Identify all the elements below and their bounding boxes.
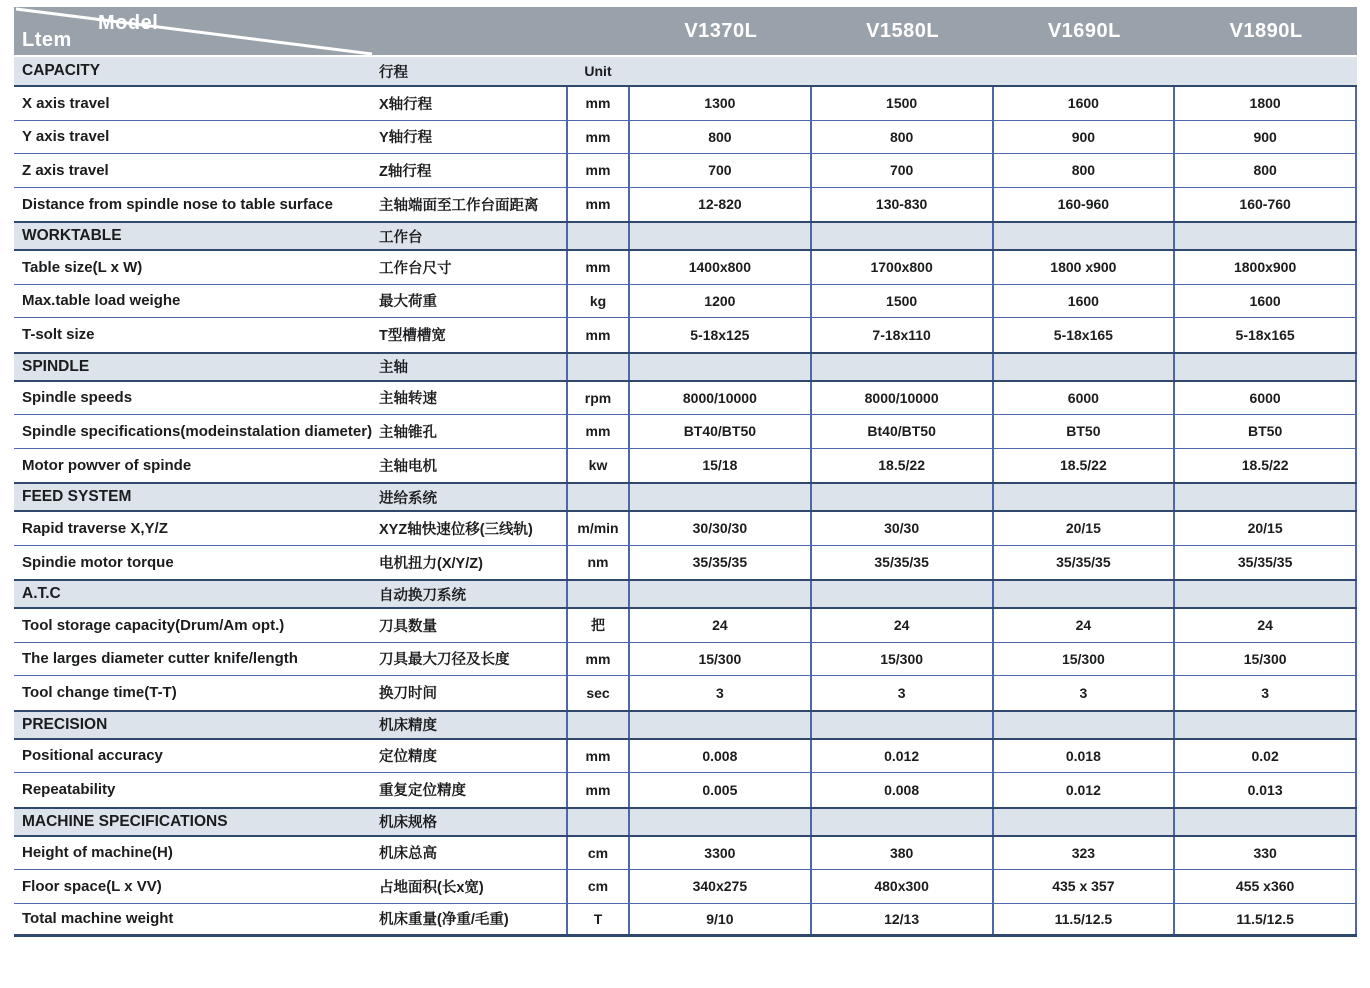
spec-value: 340x275: [630, 870, 812, 903]
spec-value: 11.5/12.5: [994, 904, 1176, 935]
spec-name-en: Spindle specifications(modeinstalation diameter): [22, 422, 373, 440]
spec-value: 0.012: [994, 773, 1176, 807]
spec-value: 1800 x900: [994, 251, 1176, 284]
spec-unit: mm: [566, 188, 630, 222]
section-title-zh: 行程: [379, 64, 408, 81]
spec-value: 160-760: [1175, 188, 1357, 222]
spec-name-zh: 工作台尺寸: [379, 260, 452, 277]
spec-name-en: Height of machine(H): [22, 844, 173, 862]
spec-value: 35/35/35: [994, 546, 1176, 580]
section-filler-cell: [630, 484, 812, 510]
item-label: Ltem: [22, 29, 72, 51]
section-filler-cell: [1175, 223, 1357, 249]
spec-unit: mm: [566, 740, 630, 773]
section-title-zh: 自动换刀系统: [379, 587, 466, 604]
section-filler-cell: [630, 354, 812, 380]
spec-value: 24: [994, 609, 1176, 642]
spec-value: 5-18x125: [630, 318, 812, 352]
section-title-zh: 机床精度: [379, 718, 437, 734]
section-title-zh: 进给系统: [379, 490, 437, 507]
spec-value: 1200: [630, 285, 812, 318]
section-filler-cell: [1175, 712, 1357, 738]
spec-value: 3: [1175, 676, 1357, 710]
spec-value: 700: [630, 154, 812, 187]
section-header-row: [14, 710, 1357, 740]
spec-value: 330: [1175, 837, 1357, 870]
spec-value: 8000/10000: [812, 382, 994, 415]
model-item-diagonal-cell: [14, 7, 630, 55]
spec-row: [14, 609, 1357, 643]
section-header-row: [14, 221, 1357, 251]
section-header-row: [14, 57, 1357, 87]
spec-value: 435 x 357: [994, 870, 1176, 903]
spec-value: Bt40/BT50: [812, 415, 994, 448]
spec-value: 3: [630, 676, 812, 710]
section-filler-cell: [1175, 354, 1357, 380]
spec-value: 11.5/12.5: [1175, 904, 1357, 935]
spec-value: 3: [994, 676, 1176, 710]
section-filler-cell: [994, 809, 1176, 835]
spec-value: 0.013: [1175, 773, 1357, 807]
spec-name-zh: 换刀时间: [379, 686, 437, 703]
section-filler-cell: [812, 354, 994, 380]
spec-value: 800: [994, 154, 1176, 187]
section-header-row: [14, 352, 1357, 382]
spec-name-zh: 主轴电机: [379, 458, 437, 475]
spec-name-zh: Z轴行程: [379, 163, 432, 180]
spec-unit: mm: [566, 773, 630, 807]
model-label: Model: [98, 12, 159, 34]
spec-value: 7-18x110: [812, 318, 994, 352]
spec-value: 24: [630, 609, 812, 642]
spec-value: 30/30/30: [630, 512, 812, 545]
spec-value: 5-18x165: [994, 318, 1176, 352]
spec-unit: mm: [566, 415, 630, 448]
model-column-header: V1690L: [1047, 19, 1121, 42]
spec-name-zh: 机床重量(净重/毛重): [379, 912, 509, 929]
spec-name-zh: 主轴锥孔: [379, 424, 437, 441]
model-column-header: V1370L: [684, 19, 758, 42]
spec-value: BT50: [1175, 415, 1357, 448]
section-filler-cell: [812, 57, 994, 85]
spec-unit: nm: [566, 546, 630, 580]
section-filler-cell: [994, 484, 1176, 510]
section-title-en: FEED SYSTEM: [22, 488, 132, 505]
spec-unit: T: [566, 904, 630, 935]
spec-name-en: Repeatability: [22, 781, 116, 799]
spec-value: 18.5/22: [812, 449, 994, 483]
section-filler-cell: [994, 223, 1176, 249]
spec-value: 12-820: [630, 188, 812, 222]
spec-value: 0.005: [630, 773, 812, 807]
section-filler-cell: [630, 223, 812, 249]
spec-value: 15/300: [812, 643, 994, 676]
unit-column-header: [566, 484, 630, 510]
spec-name-en: Motor powver of spinde: [22, 456, 192, 474]
section-filler-cell: [1175, 484, 1357, 510]
spec-value: 1600: [994, 87, 1176, 120]
spec-value: 1700x800: [812, 251, 994, 284]
spec-name-zh: 定位精度: [379, 749, 437, 766]
spec-name-en: Z axis travel: [22, 161, 109, 179]
spec-value: 18.5/22: [994, 449, 1176, 483]
spec-name-en: Max.table load weighe: [22, 292, 181, 310]
spec-name-zh: 电机扭力(X/Y/Z): [379, 555, 483, 572]
spec-value: 1300: [630, 87, 812, 120]
spec-row: [14, 87, 1357, 121]
spec-table-body: [14, 57, 1357, 937]
spec-name-zh: 主轴端面至工作台面距离: [379, 197, 539, 214]
spec-name-zh: 最大荷重: [379, 294, 437, 311]
spec-unit: kw: [566, 449, 630, 483]
machine-spec-sheet: [14, 7, 1357, 937]
section-filler-cell: [1175, 809, 1357, 835]
spec-unit: rpm: [566, 382, 630, 415]
spec-value: 3: [812, 676, 994, 710]
spec-row: [14, 740, 1357, 774]
spec-row: [14, 773, 1357, 807]
spec-name-en: X axis travel: [22, 94, 110, 112]
spec-value: 1500: [812, 285, 994, 318]
spec-unit: m/min: [566, 512, 630, 545]
spec-unit: mm: [566, 87, 630, 120]
spec-row: [14, 188, 1357, 222]
unit-column-header: [566, 712, 630, 738]
spec-value: 900: [994, 121, 1176, 154]
spec-value: 160-960: [994, 188, 1176, 222]
section-filler-cell: [994, 354, 1176, 380]
spec-row: [14, 904, 1357, 938]
section-title-zh: 主轴: [379, 360, 408, 376]
spec-row: [14, 546, 1357, 580]
unit-column-header: [566, 223, 630, 249]
spec-name-zh: Y轴行程: [379, 130, 433, 147]
spec-value: 15/300: [1175, 643, 1357, 676]
spec-value: 130-830: [812, 188, 994, 222]
spec-value: 6000: [1175, 382, 1357, 415]
spec-value: 1500: [812, 87, 994, 120]
section-filler-cell: [812, 581, 994, 607]
spec-row: [14, 154, 1357, 188]
model-header-row: [14, 7, 1357, 55]
model-column-header: V1890L: [1229, 19, 1303, 42]
spec-name-en: Y axis travel: [22, 128, 110, 146]
section-filler-cell: [812, 484, 994, 510]
spec-value: 0.02: [1175, 740, 1357, 773]
spec-row: [14, 837, 1357, 871]
spec-unit: mm: [566, 643, 630, 676]
spec-name-en: Total machine weight: [22, 910, 174, 928]
spec-value: 35/35/35: [812, 546, 994, 580]
spec-row: [14, 415, 1357, 449]
section-header-row: [14, 807, 1357, 837]
section-title-zh: 工作台: [379, 229, 423, 246]
spec-row: [14, 318, 1357, 352]
section-filler-cell: [630, 712, 812, 738]
spec-value: 800: [1175, 154, 1357, 187]
spec-row: [14, 449, 1357, 483]
spec-name-zh: 占地面积(长x宽): [379, 879, 484, 896]
spec-value: 8000/10000: [630, 382, 812, 415]
spec-row: [14, 512, 1357, 546]
spec-unit: sec: [566, 676, 630, 710]
spec-value: 1800x900: [1175, 251, 1357, 284]
spec-unit: cm: [566, 870, 630, 903]
section-filler-cell: [812, 712, 994, 738]
spec-name-zh: 刀具最大刀径及长度: [379, 652, 510, 669]
unit-column-header: [566, 809, 630, 835]
spec-name-zh: 机床总高: [379, 846, 437, 863]
section-filler-cell: [1175, 581, 1357, 607]
spec-row: [14, 676, 1357, 710]
spec-unit: kg: [566, 285, 630, 318]
spec-name-en: Rapid traverse X,Y/Z: [22, 519, 168, 537]
spec-row: [14, 251, 1357, 285]
spec-name-zh: XYZ轴快速位移(三线轨): [379, 521, 533, 538]
section-filler-cell: [812, 223, 994, 249]
spec-name-zh: X轴行程: [379, 96, 433, 113]
spec-value: 3300: [630, 837, 812, 870]
section-filler-cell: [630, 57, 812, 85]
spec-name-en: T-solt size: [22, 326, 95, 344]
spec-value: 455 x360: [1175, 870, 1357, 903]
spec-name-en: Distance from spindle nose to table surface: [22, 195, 333, 213]
section-filler-cell: [630, 581, 812, 607]
spec-row: [14, 121, 1357, 155]
spec-name-en: Table size(L x W): [22, 258, 143, 276]
spec-value: 5-18x165: [1175, 318, 1357, 352]
spec-value: 800: [812, 121, 994, 154]
section-filler-cell: [994, 581, 1176, 607]
spec-name-zh: 重复定位精度: [379, 783, 466, 800]
spec-value: 15/300: [994, 643, 1176, 676]
section-title-en: SPINDLE: [22, 357, 90, 375]
spec-value: 6000: [994, 382, 1176, 415]
section-filler-cell: [812, 809, 994, 835]
spec-name-zh: T型槽槽宽: [379, 328, 446, 345]
spec-name-en: Tool change time(T-T): [22, 684, 177, 702]
spec-value: 35/35/35: [630, 546, 812, 580]
spec-value: 0.008: [812, 773, 994, 807]
spec-value: 1600: [994, 285, 1176, 318]
spec-value: 323: [994, 837, 1176, 870]
spec-unit: mm: [566, 251, 630, 284]
spec-row: [14, 643, 1357, 677]
spec-value: 15/300: [630, 643, 812, 676]
spec-value: 0.008: [630, 740, 812, 773]
section-title-en: PRECISION: [22, 715, 108, 733]
spec-value: 35/35/35: [1175, 546, 1357, 580]
spec-name-zh: 刀具数量: [379, 618, 437, 635]
section-header-row: [14, 482, 1357, 512]
spec-name-en: Spindle speeds: [22, 389, 133, 407]
spec-unit: mm: [566, 121, 630, 154]
spec-value: 15/18: [630, 449, 812, 483]
spec-value: 1800: [1175, 87, 1357, 120]
spec-row: [14, 870, 1357, 904]
spec-value: 12/13: [812, 904, 994, 935]
spec-value: 9/10: [630, 904, 812, 935]
section-title-en: A.T.C: [22, 585, 61, 602]
spec-name-en: Floor space(L x VV): [22, 877, 162, 895]
spec-value: 1400x800: [630, 251, 812, 284]
spec-value: 380: [812, 837, 994, 870]
spec-value: BT50: [994, 415, 1176, 448]
spec-name-en: Tool storage capacity(Drum/Am opt.): [22, 616, 285, 634]
section-header-row: [14, 579, 1357, 609]
spec-value: 20/15: [994, 512, 1176, 545]
spec-value: 480x300: [812, 870, 994, 903]
spec-value: 800: [630, 121, 812, 154]
spec-value: 1600: [1175, 285, 1357, 318]
model-column-header: V1580L: [866, 19, 940, 42]
spec-value: 18.5/22: [1175, 449, 1357, 483]
spec-name-en: Spindie motor torque: [22, 553, 174, 571]
section-title-en: WORKTABLE: [22, 227, 122, 244]
section-filler-cell: [630, 809, 812, 835]
spec-value: 700: [812, 154, 994, 187]
section-title-zh: 机床规格: [379, 815, 437, 831]
spec-value: 30/30: [812, 512, 994, 545]
spec-unit: 把: [566, 609, 630, 642]
spec-value: 24: [812, 609, 994, 642]
spec-value: BT40/BT50: [630, 415, 812, 448]
unit-column-header: [566, 354, 630, 380]
spec-value: 0.018: [994, 740, 1176, 773]
section-title-en: CAPACITY: [22, 62, 101, 79]
spec-value: 24: [1175, 609, 1357, 642]
spec-name-en: Positional accuracy: [22, 747, 163, 765]
spec-row: [14, 285, 1357, 319]
section-filler-cell: [1175, 57, 1357, 85]
spec-row: [14, 382, 1357, 416]
spec-value: 0.012: [812, 740, 994, 773]
spec-unit: mm: [566, 154, 630, 187]
spec-name-en: The larges diameter cutter knife/length: [22, 650, 298, 668]
spec-value: 20/15: [1175, 512, 1357, 545]
section-filler-cell: [994, 712, 1176, 738]
spec-value: 900: [1175, 121, 1357, 154]
spec-unit: cm: [566, 837, 630, 870]
section-filler-cell: [994, 57, 1176, 85]
section-title-en: MACHINE SPECIFICATIONS: [22, 812, 228, 830]
unit-column-header: [566, 581, 630, 607]
spec-name-zh: 主轴转速: [379, 391, 437, 408]
unit-column-header: Unit: [584, 63, 612, 79]
spec-unit: mm: [566, 318, 630, 352]
